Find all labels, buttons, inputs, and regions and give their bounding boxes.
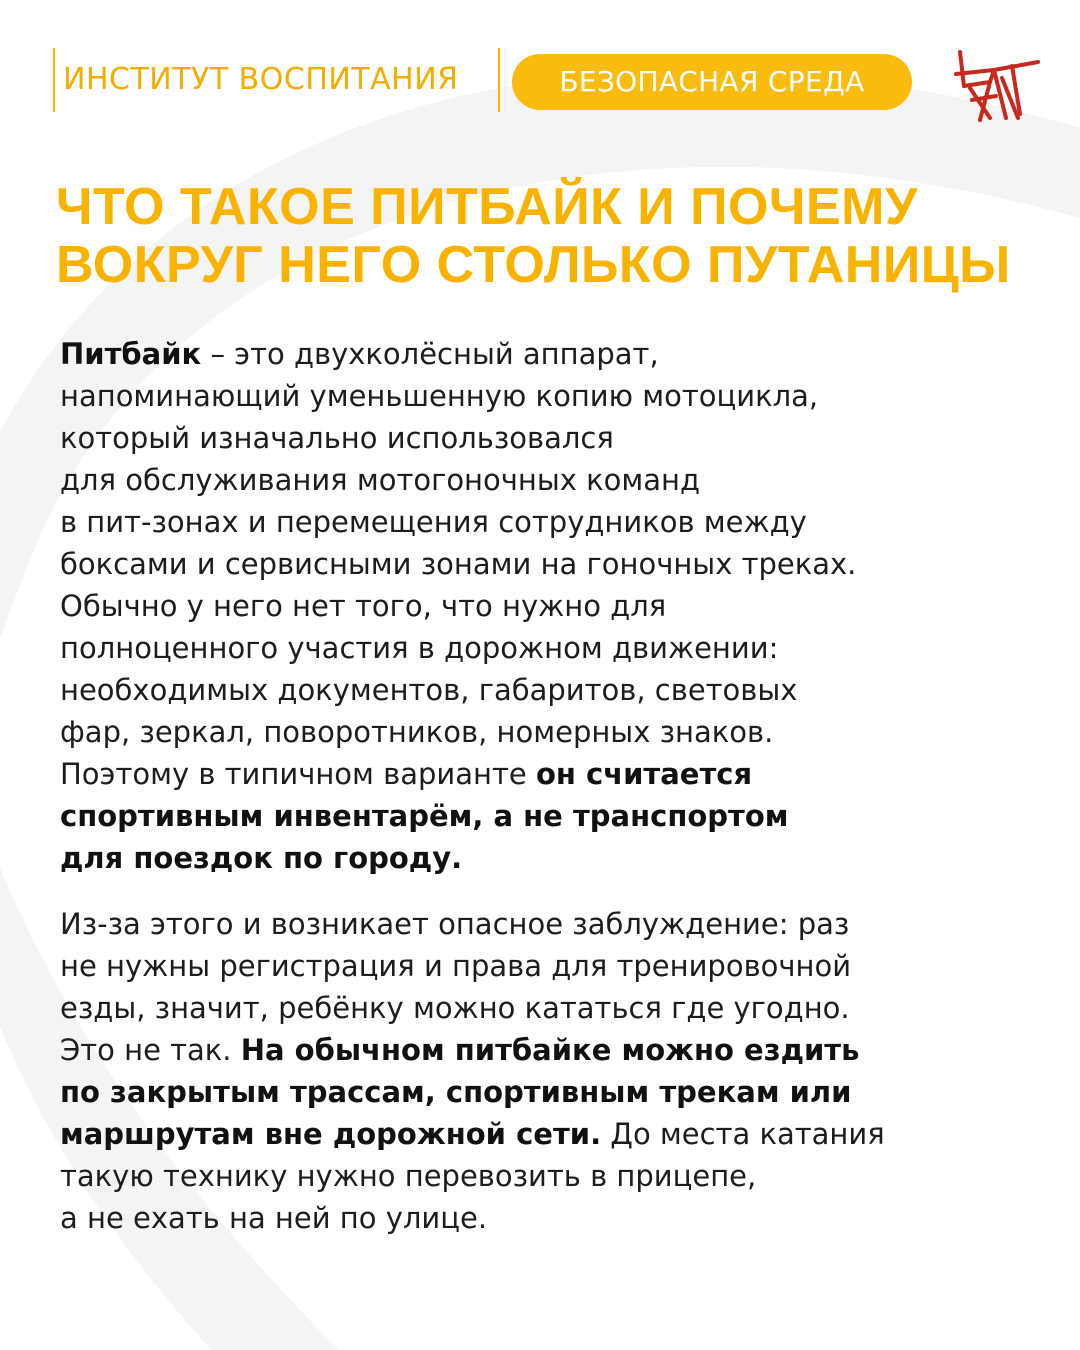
page-title — [56, 178, 1046, 294]
term-pitbike: Питбайк — [60, 337, 202, 371]
text-line: не нужны регистрация и права для тренировочной — [60, 949, 852, 983]
text-line: такую технику нужно перевозить в прицепе, — [60, 1159, 757, 1193]
text-line: Поэтому в типичном варианте — [60, 757, 536, 791]
text-line: необходимых документов, габаритов, световых — [60, 673, 798, 707]
chair-logo-icon — [950, 44, 1046, 124]
text-line: боксами и сервисными зонами на гоночных треках. — [60, 547, 857, 581]
emphasis-text: На обычном питбайке можно ездить — [240, 1033, 860, 1067]
emphasis-text: для поездок по городу. — [60, 841, 463, 875]
emphasis-text: маршрутам вне дорожной сети. — [60, 1117, 602, 1151]
text-line: Это не так. — [60, 1033, 241, 1067]
text-line: в пит-зонах и перемещения сотрудников между — [60, 505, 807, 539]
title-line: ВОКРУГ НЕГО СТОЛЬКО ПУТАНИЦЫ — [56, 236, 1011, 294]
text-line: езды, значит, ребёнку можно кататься где угодно. — [60, 991, 850, 1025]
text-line: Из-за этого и возникает опасное заблуждение: раз — [60, 907, 850, 941]
paragraph-misconception — [60, 903, 1020, 1239]
text-line: фар, зеркал, поворотников, номерных знаков. — [60, 715, 774, 749]
text-line: напоминающий уменьшенную копию мотоцикла, — [60, 379, 819, 413]
text-line: Обычно у него нет того, что нужно для — [60, 589, 667, 623]
paragraph-definition — [60, 333, 1020, 879]
text-line: полноценного участия в дорожном движении: — [60, 631, 779, 665]
institute-label: ИНСТИТУТ ВОСПИТАНИЯ — [63, 62, 459, 97]
header — [50, 46, 1050, 116]
emphasis-text: по закрытым трассам, спортивным трекам или — [60, 1075, 852, 1109]
text-line: а не ехать на ней по улице. — [60, 1201, 488, 1235]
text-line: который изначально использовался — [60, 421, 614, 455]
emphasis-text: спортивным инвентарём, а не транспортом — [60, 799, 789, 833]
text-line: – это двухколёсный аппарат, — [201, 337, 659, 371]
header-divider — [498, 48, 500, 112]
title-line: ЧТО ТАКОЕ ПИТБАЙК И ПОЧЕМУ — [56, 178, 918, 236]
header-divider — [53, 48, 55, 112]
text-line: для обслуживания мотогоночных команд — [60, 463, 701, 497]
emphasis-text: он считается — [535, 757, 753, 791]
text-line: До места катания — [601, 1117, 885, 1151]
category-tag: БЕЗОПАСНАЯ СРЕДА — [512, 54, 912, 110]
